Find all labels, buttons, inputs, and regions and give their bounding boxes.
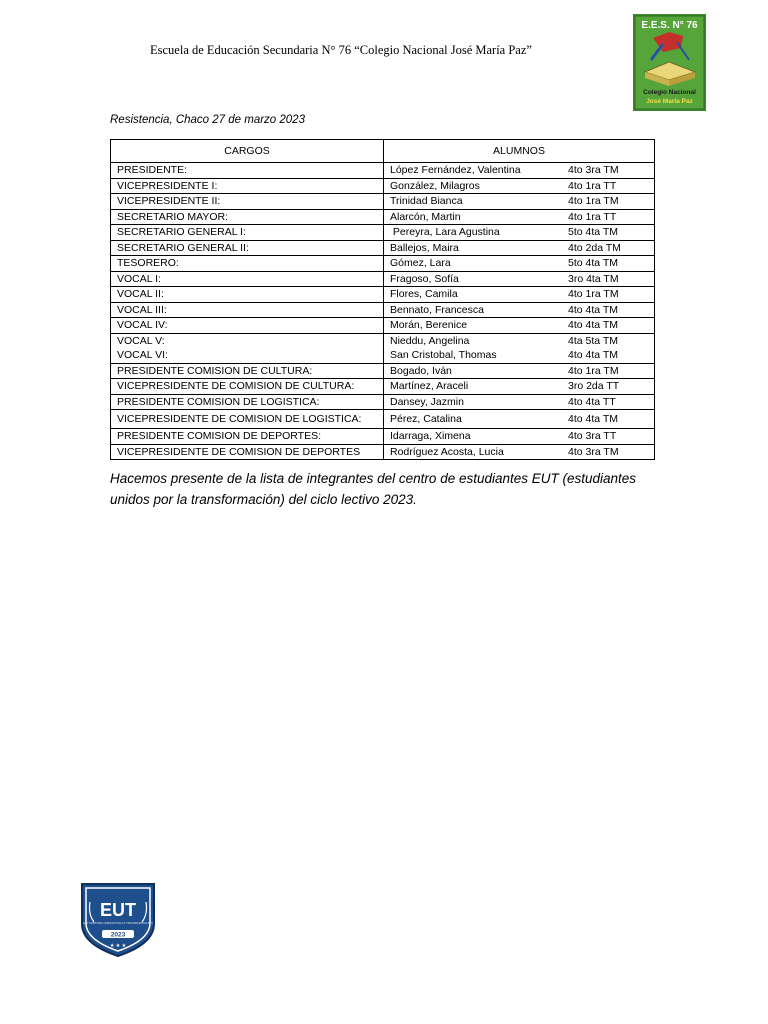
alumno-cell	[384, 287, 655, 303]
alumno-cell	[384, 318, 655, 334]
alumno-cell	[384, 410, 655, 429]
alumno-name: Bennato, Francesca	[390, 303, 484, 316]
table-row	[111, 363, 655, 379]
alumno-curso: 4to 4ta TM	[568, 349, 618, 362]
alumno-curso: 4to 1ra TT	[568, 179, 617, 192]
cargo-cell: VOCAL I:	[111, 271, 384, 287]
table-row	[111, 429, 655, 445]
alumno-cell	[384, 302, 655, 318]
cargo-cell: VOCAL II:	[111, 287, 384, 303]
alumno-curso: 4to 4ta TM	[568, 319, 618, 332]
alumno-curso: 4ta 5ta TM	[568, 334, 618, 347]
alumno-curso: 3ro 4ta TM	[568, 272, 619, 285]
cargo-cell: TESORERO:	[111, 256, 384, 272]
alumno-curso: 4to 4ta TM	[568, 303, 618, 316]
eut-logo-name: EUT	[100, 900, 136, 920]
cargo-cell: VOCAL IV:	[111, 318, 384, 334]
alumno-cell	[384, 209, 655, 225]
table-row	[111, 348, 655, 363]
table-row	[111, 163, 655, 179]
table-row	[111, 225, 655, 241]
alumno-cell	[384, 429, 655, 445]
alumno-cell	[384, 240, 655, 256]
alumno-curso: 4to 1ra TM	[568, 195, 619, 208]
note-text: Hacemos presente de la lista de integrantes del centro de estudiantes EUT (estudiantes unidos por la transformación) del ciclo lectivo 2023.	[110, 471, 637, 507]
table-row	[111, 302, 655, 318]
table-row	[111, 287, 655, 303]
svg-text:★ ★ ★: ★ ★ ★	[109, 943, 127, 949]
cargo-cell: PRESIDENTE COMISION DE CULTURA:	[111, 363, 384, 379]
alumno-cell	[384, 444, 655, 460]
cargo-cell: VOCAL V:	[111, 333, 384, 348]
table-row	[111, 256, 655, 272]
school-logo-line2: José María Paz	[646, 98, 693, 105]
alumno-name: Pereyra, Lara Agustina	[390, 226, 500, 239]
cargo-cell: VICEPRESIDENTE DE COMISION DE DEPORTES	[111, 444, 384, 460]
table-row	[111, 444, 655, 460]
alumno-name: Rodríguez Acosta, Lucia	[390, 445, 504, 458]
alumno-curso: 4to 4ta TM	[568, 413, 618, 425]
eut-logo-year: 2023	[110, 931, 126, 939]
alumno-cell	[384, 271, 655, 287]
cargo-cell: VICEPRESIDENTE DE COMISION DE CULTURA:	[111, 379, 384, 395]
alumno-cell	[384, 394, 655, 410]
alumno-cell	[384, 348, 655, 363]
alumno-curso: 4to 1ra TM	[568, 364, 619, 377]
alumno-name: Martínez, Araceli	[390, 380, 469, 393]
school-crest-logo	[633, 14, 706, 111]
table-row	[111, 379, 655, 395]
cargo-cell: SECRETARIO MAYOR:	[111, 209, 384, 225]
table-row	[111, 394, 655, 410]
cargo-cell: VICEPRESIDENTE II:	[111, 194, 384, 210]
alumno-curso: 4to 1ra TM	[568, 288, 619, 301]
alumno-name: Alarcón, Martin	[390, 210, 461, 223]
alumno-curso: 3ro 2da TT	[568, 380, 620, 393]
alumno-curso: 4to 3ra TM	[568, 445, 619, 458]
school-header: Escuela de Educación Secundaria N° 76 “Colegio Nacional José María Paz”	[150, 43, 532, 57]
cargo-cell: PRESIDENTE COMISION DE DEPORTES:	[111, 429, 384, 445]
alumno-curso: 5to 4ta TM	[568, 226, 618, 239]
alumno-name: Idarraga, Ximena	[390, 430, 471, 443]
alumno-name: Nieddu, Angelina	[390, 334, 470, 347]
cargo-cell: SECRETARIO GENERAL I:	[111, 225, 384, 241]
table-row	[111, 318, 655, 334]
alumno-curso: 4to 2da TM	[568, 241, 621, 254]
header-cargos: CARGOS	[111, 140, 384, 163]
alumno-cell	[384, 256, 655, 272]
alumno-cell	[384, 225, 655, 241]
alumno-name: Gómez, Lara	[390, 257, 451, 270]
eut-logo	[66, 872, 170, 962]
cargo-cell: SECRETARIO GENERAL II:	[111, 240, 384, 256]
alumno-curso: 4to 3ra TM	[568, 164, 619, 177]
alumno-name: Flores, Camila	[390, 288, 458, 301]
alumno-name: Ballejos, Maira	[390, 241, 459, 254]
table-row	[111, 178, 655, 194]
school-logo-line1: Colegio Nacional	[643, 89, 696, 96]
alumno-name: Pérez, Catalina	[390, 413, 462, 425]
place-date: Resistencia, Chaco 27 de marzo 2023	[110, 114, 305, 126]
alumno-curso: 5to 4ta TM	[568, 257, 618, 270]
alumno-cell	[384, 333, 655, 348]
alumno-name: González, Milagros	[390, 179, 480, 192]
alumno-name: Trinidad Bianca	[390, 195, 463, 208]
alumno-cell	[384, 379, 655, 395]
alumno-cell	[384, 194, 655, 210]
table-row	[111, 240, 655, 256]
alumno-name: San Cristobal, Thomas	[390, 349, 497, 362]
table-row	[111, 209, 655, 225]
cargo-cell: VOCAL III:	[111, 302, 384, 318]
header-alumnos: ALUMNOS	[384, 140, 655, 163]
table-row	[111, 410, 655, 429]
roster-table	[110, 139, 655, 460]
eut-logo-subtitle: ESTUDIANTES UNIDOS POR LA TRANSFORMACIÓN	[83, 921, 153, 925]
alumno-name: Fragoso, Sofía	[390, 272, 459, 285]
table-header-row	[111, 140, 655, 163]
school-logo-title: E.E.S. N° 76	[641, 20, 698, 31]
alumno-cell	[384, 163, 655, 179]
alumno-name: Morán, Berenice	[390, 319, 468, 332]
alumno-curso: 4to 4ta TT	[568, 395, 616, 408]
cargo-cell: VOCAL VI:	[111, 348, 384, 363]
cargo-cell: PRESIDENTE:	[111, 163, 384, 179]
alumno-cell	[384, 363, 655, 379]
cargo-cell: PRESIDENTE COMISION DE LOGISTICA:	[111, 394, 384, 410]
cargo-cell: VICEPRESIDENTE I:	[111, 178, 384, 194]
table-row	[111, 271, 655, 287]
alumno-curso: 4to 3ra TT	[568, 430, 617, 443]
table-row	[111, 333, 655, 348]
alumno-name: López Fernández, Valentina	[390, 164, 521, 177]
alumno-name: Dansey, Jazmin	[390, 395, 464, 408]
cargo-cell: VICEPRESIDENTE DE COMISION DE LOGISTICA:	[111, 410, 384, 429]
alumno-cell	[384, 178, 655, 194]
table-row	[111, 194, 655, 210]
alumno-name: Bogado, Iván	[390, 364, 452, 377]
alumno-curso: 4to 1ra TT	[568, 210, 617, 223]
